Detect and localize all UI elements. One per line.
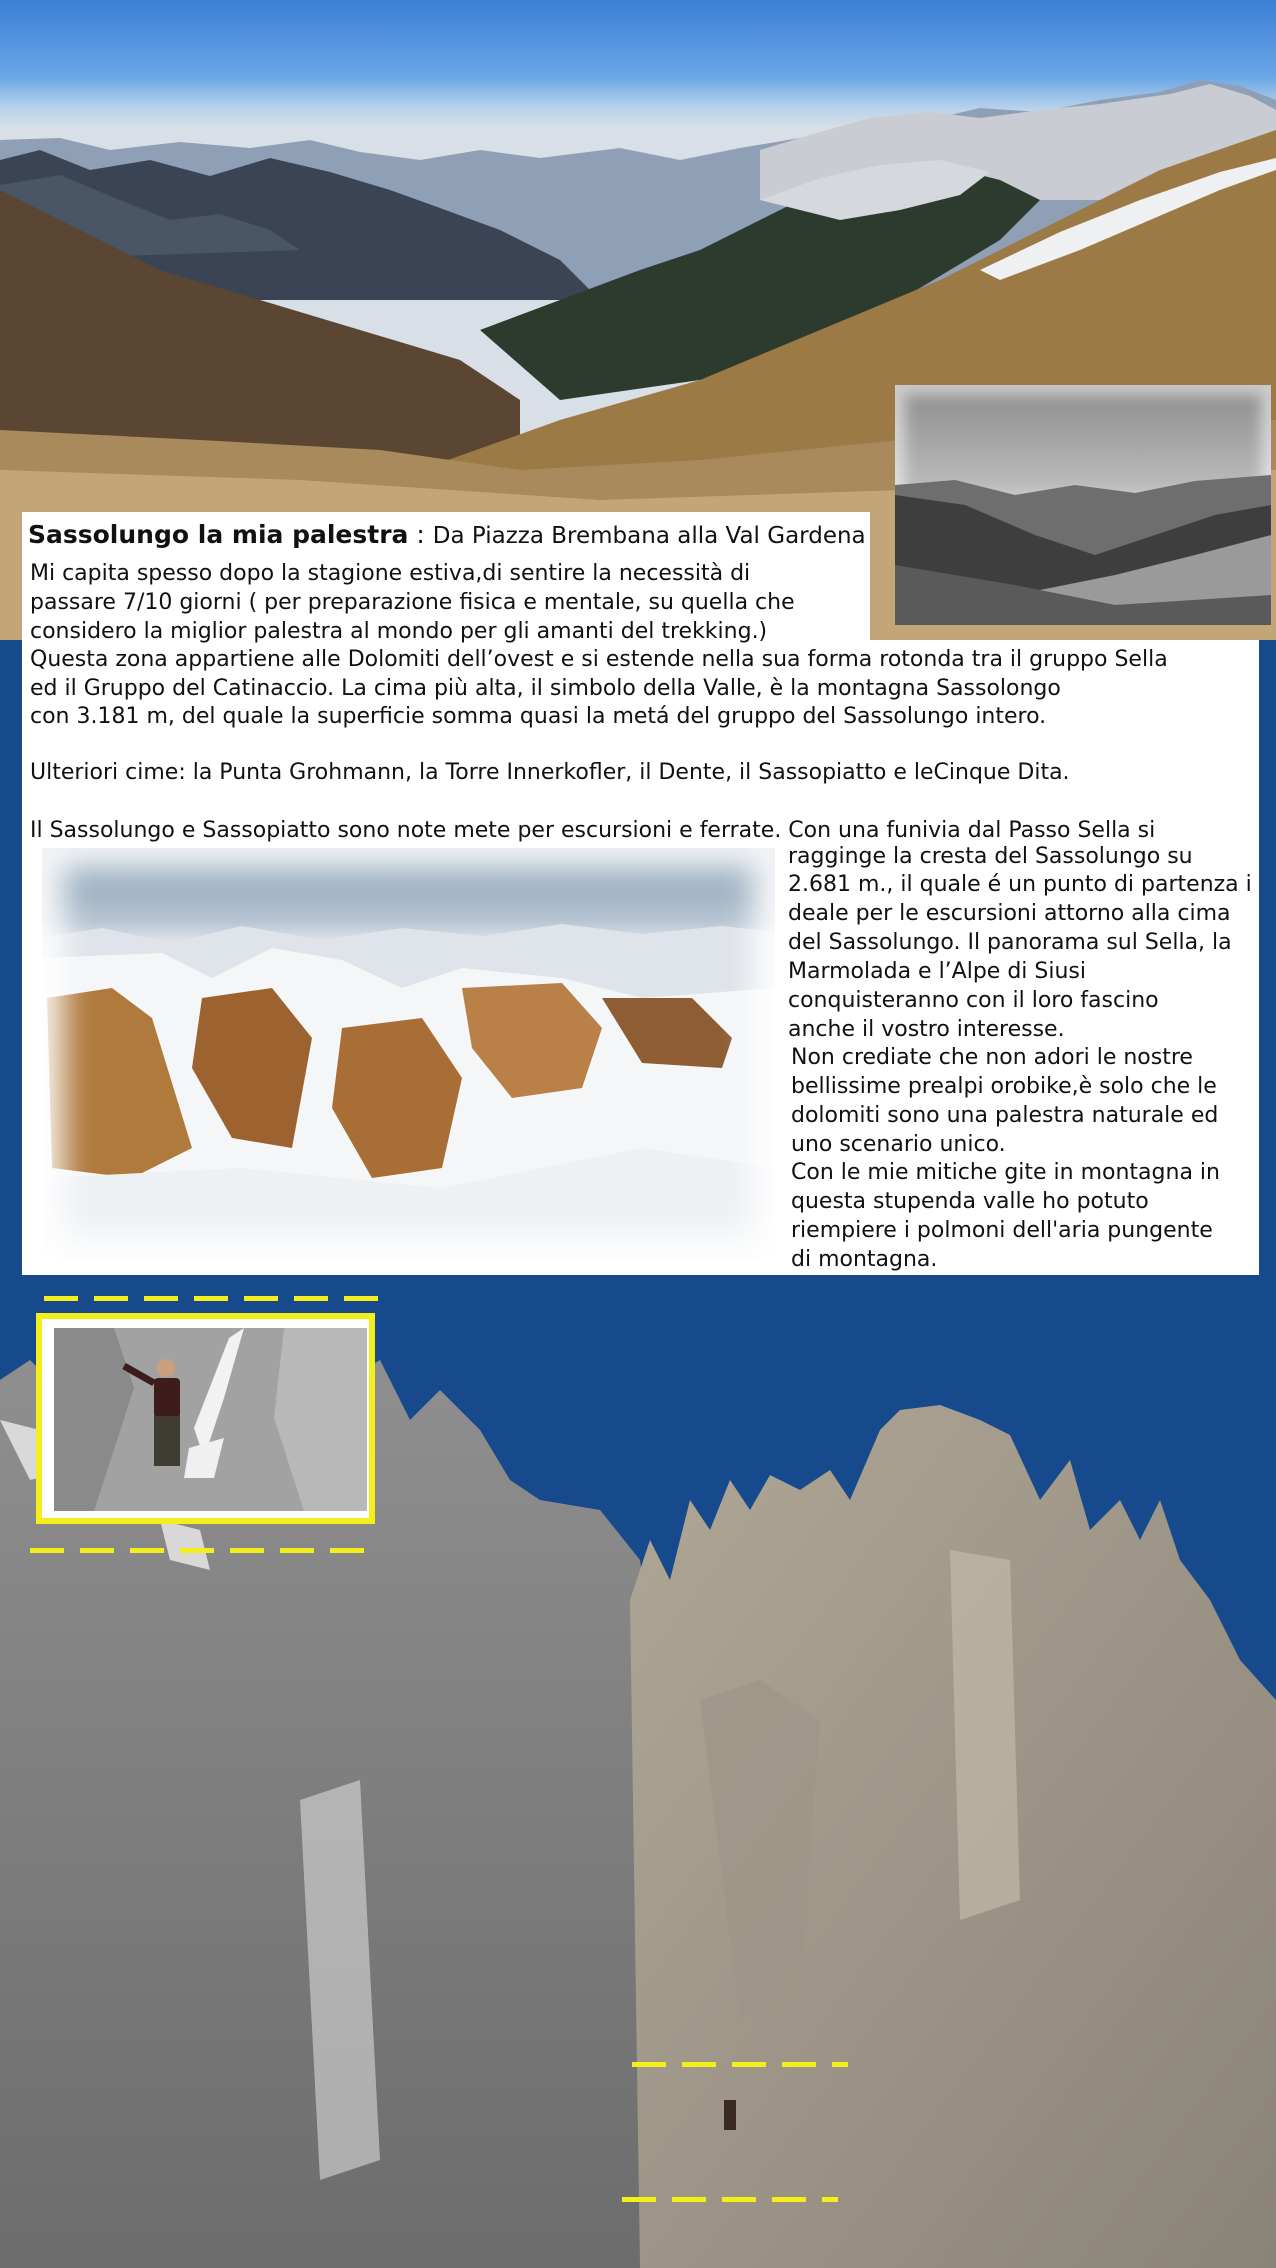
side-text-line: di montagna. xyxy=(791,1247,938,1272)
paragraph-line: Questa zona appartiene alle Dolomiti dell’ovest e si estende nella sua forma rotonda tra il gruppo Sella xyxy=(30,647,1168,672)
side-text-line: ragginge la cresta del Sassolungo su xyxy=(788,844,1193,869)
side-text-line: uno scenario unico. xyxy=(791,1132,1006,1157)
climber-portrait-photo xyxy=(54,1328,367,1511)
side-text-line: conquisteranno con il loro fascino xyxy=(788,988,1159,1013)
title-bold: Sassolungo la mia palestra xyxy=(28,520,409,549)
paragraph-line: Mi capita spesso dopo la stagione estiva,di sentire la necessità di xyxy=(30,561,751,586)
paragraph-line: Il Sassolungo e Sassopiatto sono note mete per escursioni e ferrate. Con una funivia dal Passo Sella si xyxy=(30,818,1156,843)
paragraph-line: Ulteriori cime: la Punta Grohmann, la Torre Innerkofler, il Dente, il Sassopiatto e leCinque Dita. xyxy=(30,760,1070,785)
paragraph-line: considero la miglior palestra al mondo per gli amanti del trekking.) xyxy=(30,619,768,644)
side-text-line: Con le mie mitiche gite in montagna in xyxy=(791,1160,1220,1185)
side-text-line: del Sassolungo. Il panorama sul Sella, la xyxy=(788,930,1232,955)
highlight-dash-top xyxy=(632,2062,848,2067)
valley-bw-inset-photo xyxy=(895,385,1271,625)
side-text-line: dolomiti sono una palestra naturale ed xyxy=(791,1103,1219,1128)
side-text-line: questa stupenda valle ho potuto xyxy=(791,1189,1149,1214)
side-text-line: riempiere i polmoni dell'aria pungente xyxy=(791,1218,1213,1243)
paragraph-line: ed il Gruppo del Catinaccio. La cima più alta, il simbolo della Valle, è la montagna Sassolongo xyxy=(30,676,1061,701)
frame-dash-top xyxy=(44,1296,390,1301)
title-subtitle: Da Piazza Brembana alla Val Gardena xyxy=(432,523,866,549)
side-text-line: deale per le escursioni attorno alla cima xyxy=(788,901,1231,926)
highlight-dash-bottom xyxy=(622,2197,838,2202)
sella-snow-aerial-photo xyxy=(42,848,775,1258)
side-text-line: anche il vostro interesse. xyxy=(788,1017,1065,1042)
frame-dash-bottom xyxy=(30,1548,380,1553)
side-text-line: 2.681 m., il quale é un punto di partenza i xyxy=(788,872,1252,897)
side-text-line: Non crediate che non adori le nostre xyxy=(791,1045,1193,1070)
side-text-line: Marmolada e l’Alpe di Siusi xyxy=(788,959,1086,984)
paragraph-line: passare 7/10 giorni ( per preparazione fisica e mentale, su quella che xyxy=(30,590,795,615)
paragraph-line: con 3.181 m, del quale la superficie somma quasi la metá del gruppo del Sassolungo intero. xyxy=(30,704,1047,729)
title-separator: : xyxy=(408,520,433,549)
side-text-line: bellissime prealpi orobike,è solo che le xyxy=(791,1074,1217,1099)
article-title xyxy=(28,519,866,552)
climber-inset-frame xyxy=(36,1313,375,1524)
